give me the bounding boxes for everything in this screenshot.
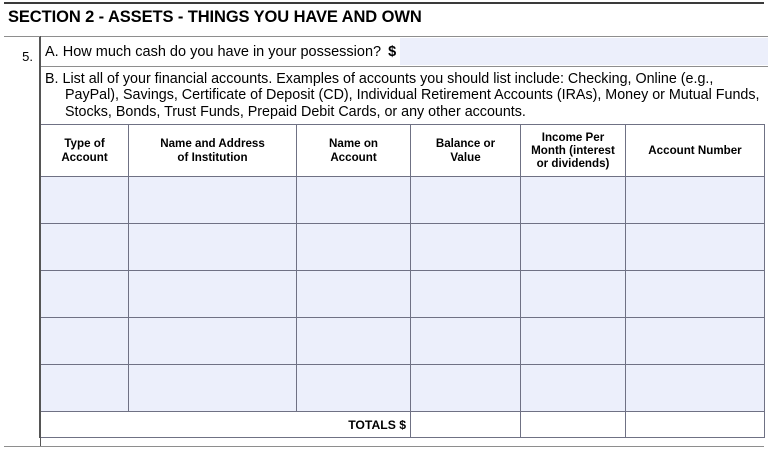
column-header-name-on-account (297, 125, 411, 177)
dollar-sign-icon: $ (388, 43, 397, 60)
cell-account-number[interactable] (626, 318, 765, 365)
table-row (41, 365, 765, 412)
cell-name-and-address[interactable] (129, 318, 297, 365)
cell-name-on-account[interactable] (297, 365, 411, 412)
cell-type-of-account[interactable] (41, 365, 129, 412)
cell-income-per-month[interactable] (521, 224, 626, 271)
cell-name-and-address[interactable] (129, 224, 297, 271)
accounts-table (40, 124, 765, 438)
bottom-divider (4, 446, 764, 447)
header-line: Account (330, 150, 377, 164)
table-row (41, 271, 765, 318)
top-divider (4, 2, 764, 4)
question-a-label: A. How much cash do you have in your possession? (45, 43, 382, 60)
cell-name-on-account[interactable] (297, 177, 411, 224)
column-header-type-of-account (41, 125, 129, 177)
totals-label: TOTALS $ (41, 412, 411, 438)
cell-type-of-account[interactable] (41, 177, 129, 224)
cell-name-on-account[interactable] (297, 224, 411, 271)
cell-account-number[interactable] (626, 177, 765, 224)
header-line: Name on (329, 137, 378, 151)
header-line: Month (interest (531, 144, 615, 158)
accounts-table-head (41, 125, 765, 177)
question-b-paragraph (45, 71, 764, 120)
question-row (4, 37, 768, 438)
cell-account-number[interactable] (626, 224, 765, 271)
question-block-5 (4, 36, 768, 438)
column-header-name-and-address (129, 125, 297, 177)
cell-balance-or-value[interactable] (411, 318, 521, 365)
header-line: Account (61, 150, 108, 164)
header-line: or dividends) (536, 157, 610, 171)
cell-name-and-address[interactable] (129, 177, 297, 224)
item-number-cell (4, 37, 40, 438)
header-line: Value (450, 150, 481, 164)
column-header-balance-or-value (411, 125, 521, 177)
header-line: Balance or (435, 137, 496, 151)
page-title: SECTION 2 - ASSETS - THINGS YOU HAVE AND OWN (8, 8, 422, 26)
table-row (41, 318, 765, 365)
question-a-row (40, 37, 768, 67)
accounts-table-wrap (40, 123, 768, 438)
totals-income-cell[interactable] (521, 412, 626, 438)
totals-row (41, 412, 765, 438)
totals-account-number-cell[interactable] (626, 412, 765, 438)
table-row (41, 177, 765, 224)
cell-type-of-account[interactable] (41, 318, 129, 365)
header-line: of Institution (177, 150, 248, 164)
header-line: Account Number (648, 144, 742, 158)
accounts-table-body (41, 177, 765, 438)
question-b-row (40, 67, 768, 123)
cash-amount-input[interactable] (400, 38, 768, 65)
cell-income-per-month[interactable] (521, 365, 626, 412)
item-number-column-rule (40, 36, 41, 447)
table-row (41, 224, 765, 271)
column-header-income-per-month (521, 125, 626, 177)
header-line: Income Per (541, 130, 605, 144)
cell-income-per-month[interactable] (521, 177, 626, 224)
cell-type-of-account[interactable] (41, 224, 129, 271)
cell-type-of-account[interactable] (41, 271, 129, 318)
cell-name-and-address[interactable] (129, 365, 297, 412)
cell-balance-or-value[interactable] (411, 365, 521, 412)
question-b-text: List all of your financial accounts. Examples of accounts you should list include: Checking, Online (e.g., PayPal), Savings, Certificate of Deposit (CD), Individual Retirement Accounts (IRAs), Money or Mutual Funds, Stocks, Bonds, Trust Funds, Prepaid Debit Cards, or any other accounts. (62, 71, 760, 120)
header-line: Name and Address (160, 137, 265, 151)
cell-account-number[interactable] (626, 271, 765, 318)
cell-income-per-month[interactable] (521, 318, 626, 365)
totals-balance-cell[interactable] (411, 412, 521, 438)
table-header-row (41, 125, 765, 177)
question-body (40, 37, 768, 438)
cell-balance-or-value[interactable] (411, 271, 521, 318)
cell-name-on-account[interactable] (297, 318, 411, 365)
header-line: Type of (64, 137, 105, 151)
cell-income-per-month[interactable] (521, 271, 626, 318)
cell-balance-or-value[interactable] (411, 177, 521, 224)
cell-name-on-account[interactable] (297, 271, 411, 318)
column-header-account-number (626, 125, 765, 177)
cell-balance-or-value[interactable] (411, 224, 521, 271)
cell-name-and-address[interactable] (129, 271, 297, 318)
cell-account-number[interactable] (626, 365, 765, 412)
question-b-lead: B. (45, 71, 59, 87)
item-number: 5. (22, 49, 33, 64)
